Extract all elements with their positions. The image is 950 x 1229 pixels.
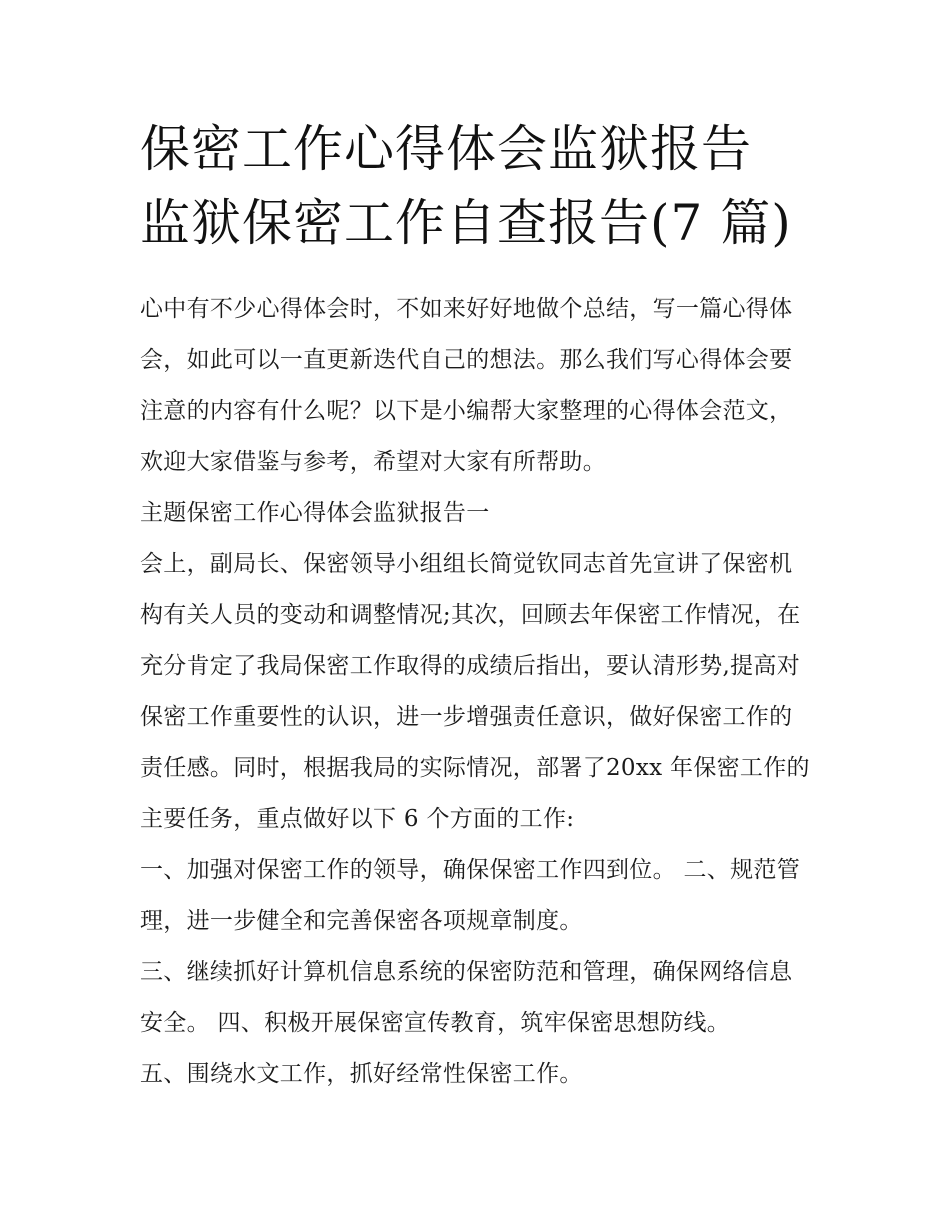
task-list-item: 一、加强对保密工作的领导，确保保密工作四到位。 二、规范管理，进一步健全和完善保密各项规章制度。 <box>140 857 801 934</box>
task-list-item: 三、继续抓好计算机信息系统的保密防范和管理，确保网络信息安全。 四、积极开展保密宣传教育，筑牢保密思想防线。 <box>140 959 793 1036</box>
intro-paragraph: 心中有不少心得体会时，不如来好好地做个总结，写一篇心得体会，如此可以一直更新迭代自己的想法。那么我们写心得体会要注意的内容有什么呢？以下是小编帮大家整理的心得体会范文，欢迎大家借鉴与参考，希望对大家有所帮助。 <box>140 296 793 475</box>
section-heading: 主题保密工作心得体会监狱报告一 <box>140 500 490 526</box>
meeting-paragraph: 会上，副局长、保密领导小组组长简觉钦同志首先宣讲了保密机构有关人员的变动和调整情况;其次，回顾去年保密工作情况，在充分肯定了我局保密工作取得的成绩后指出，要认清形势,提高对保密工作重要性的认识，进一步增强责任意识，做好保密工作的责任感。同时，根据我局的实际情况，部署了20xx 年保密工作的主要任务，重点做好以下 6 个方面的工作: <box>140 551 810 832</box>
document-content <box>140 112 815 1100</box>
document-body <box>140 284 815 1100</box>
task-list-item: 五、围绕水文工作，抓好经常性保密工作。 <box>140 1061 583 1087</box>
document-title: 保密工作心得体会监狱报告 监狱保密工作自查报告(7 篇) <box>140 120 792 252</box>
